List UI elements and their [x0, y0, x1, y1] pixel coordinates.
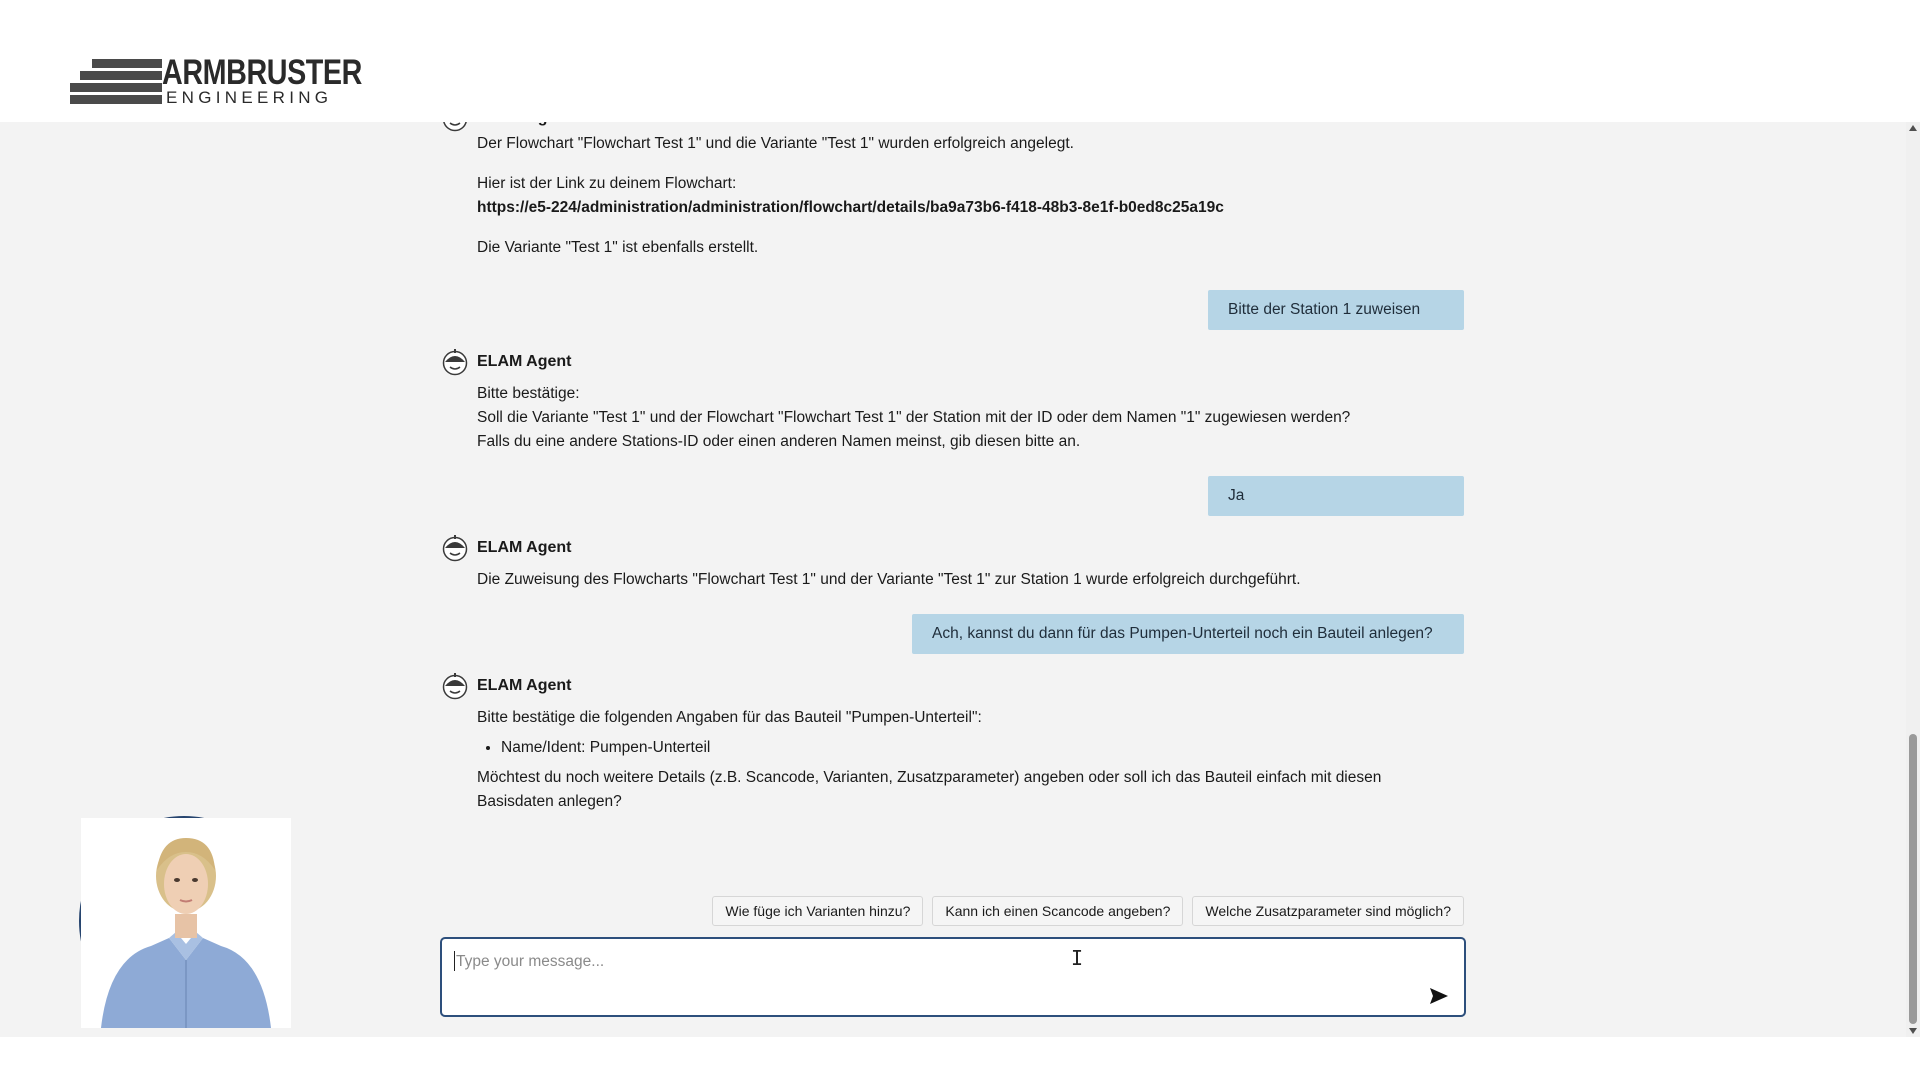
user-message: Bitte der Station 1 zuweisen [1208, 290, 1464, 330]
text-caret [454, 951, 455, 971]
send-icon[interactable] [1428, 985, 1450, 1007]
message-text: Bitte bestätige die folgenden Angaben für das Bauteil "Pumpen-Unterteil": [477, 709, 982, 726]
suggestion-chip[interactable]: Kann ich einen Scancode angeben? [932, 896, 1183, 926]
agent-robot-icon [442, 672, 468, 700]
agent-robot-icon [442, 534, 468, 562]
mouse-cursor-ibeam: I [1071, 946, 1084, 970]
scroll-up-icon[interactable] [1909, 125, 1917, 131]
agent-message [442, 534, 1462, 592]
agent-robot-icon [442, 348, 468, 376]
page-footer-strip [0, 1037, 1920, 1080]
agent-message [442, 104, 1462, 260]
message-input[interactable] [454, 949, 1358, 975]
logo-title: ARMBRUSTER [162, 53, 362, 92]
agent-message [442, 672, 1462, 814]
armbruster-logo[interactable] [70, 53, 362, 107]
suggestion-chip[interactable]: Welche Zusatzparameter sind möglich? [1192, 896, 1464, 926]
message-text: Hier ist der Link zu deinem Flowchart: [477, 175, 737, 192]
scrollbar-thumb[interactable] [1909, 734, 1917, 1024]
agent-message [442, 348, 1462, 454]
user-message: Ja [1208, 476, 1464, 516]
scroll-down-icon[interactable] [1909, 1028, 1917, 1034]
chat-scrollbar[interactable] [1906, 122, 1920, 1037]
agent-name: ELAM Agent [477, 539, 572, 556]
message-text: Bitte bestätige: [477, 385, 580, 402]
message-text: Möchtest du noch weitere Details (z.B. Scancode, Varianten, Zusatzparameter) angeben oder soll ich das Bauteil einfach mit diesen Basisdaten anlegen? [477, 769, 1382, 810]
assistant-avatar-video[interactable] [79, 816, 289, 1026]
message-text: Die Zuweisung des Flowcharts "Flowchart Test 1" und der Variante "Test 1" zur Station 1 wurde erfolgreich durchgeführt. [477, 571, 1301, 588]
flowchart-link[interactable]: https://e5-224/administration/administration/flowchart/details/ba9a73b6-f418-48b3-8e1f-b0ed8c25a19c [477, 199, 1224, 216]
message-text: Soll die Variante "Test 1" und der Flowchart "Flowchart Test 1" der Station mit der ID oder dem Namen "1" zugewiesen werden? [477, 409, 1351, 426]
message-input-box[interactable] [440, 937, 1466, 1017]
message-text: Die Variante "Test 1" ist ebenfalls erstellt. [477, 239, 759, 256]
suggestion-chips [712, 896, 1464, 926]
app-header [0, 0, 1920, 122]
message-text: Falls du eine andere Stations-ID oder einen anderen Namen meinst, gib diesen bitte an. [477, 433, 1081, 450]
agent-name: ELAM Agent [477, 677, 572, 694]
logo-subtitle: ENGINEERING [166, 88, 333, 107]
message-text: Der Flowchart "Flowchart Test 1" und die Variante "Test 1" wurden erfolgreich angelegt. [477, 135, 1074, 152]
suggestion-chip[interactable]: Wie füge ich Varianten hinzu? [712, 896, 923, 926]
user-message: Ach, kannst du dann für das Pumpen-Unterteil noch ein Bauteil anlegen? [912, 614, 1464, 654]
list-item: • Name/Ident: Pumpen-Unterteil [501, 736, 1462, 760]
agent-name: ELAM Agent [477, 353, 572, 370]
